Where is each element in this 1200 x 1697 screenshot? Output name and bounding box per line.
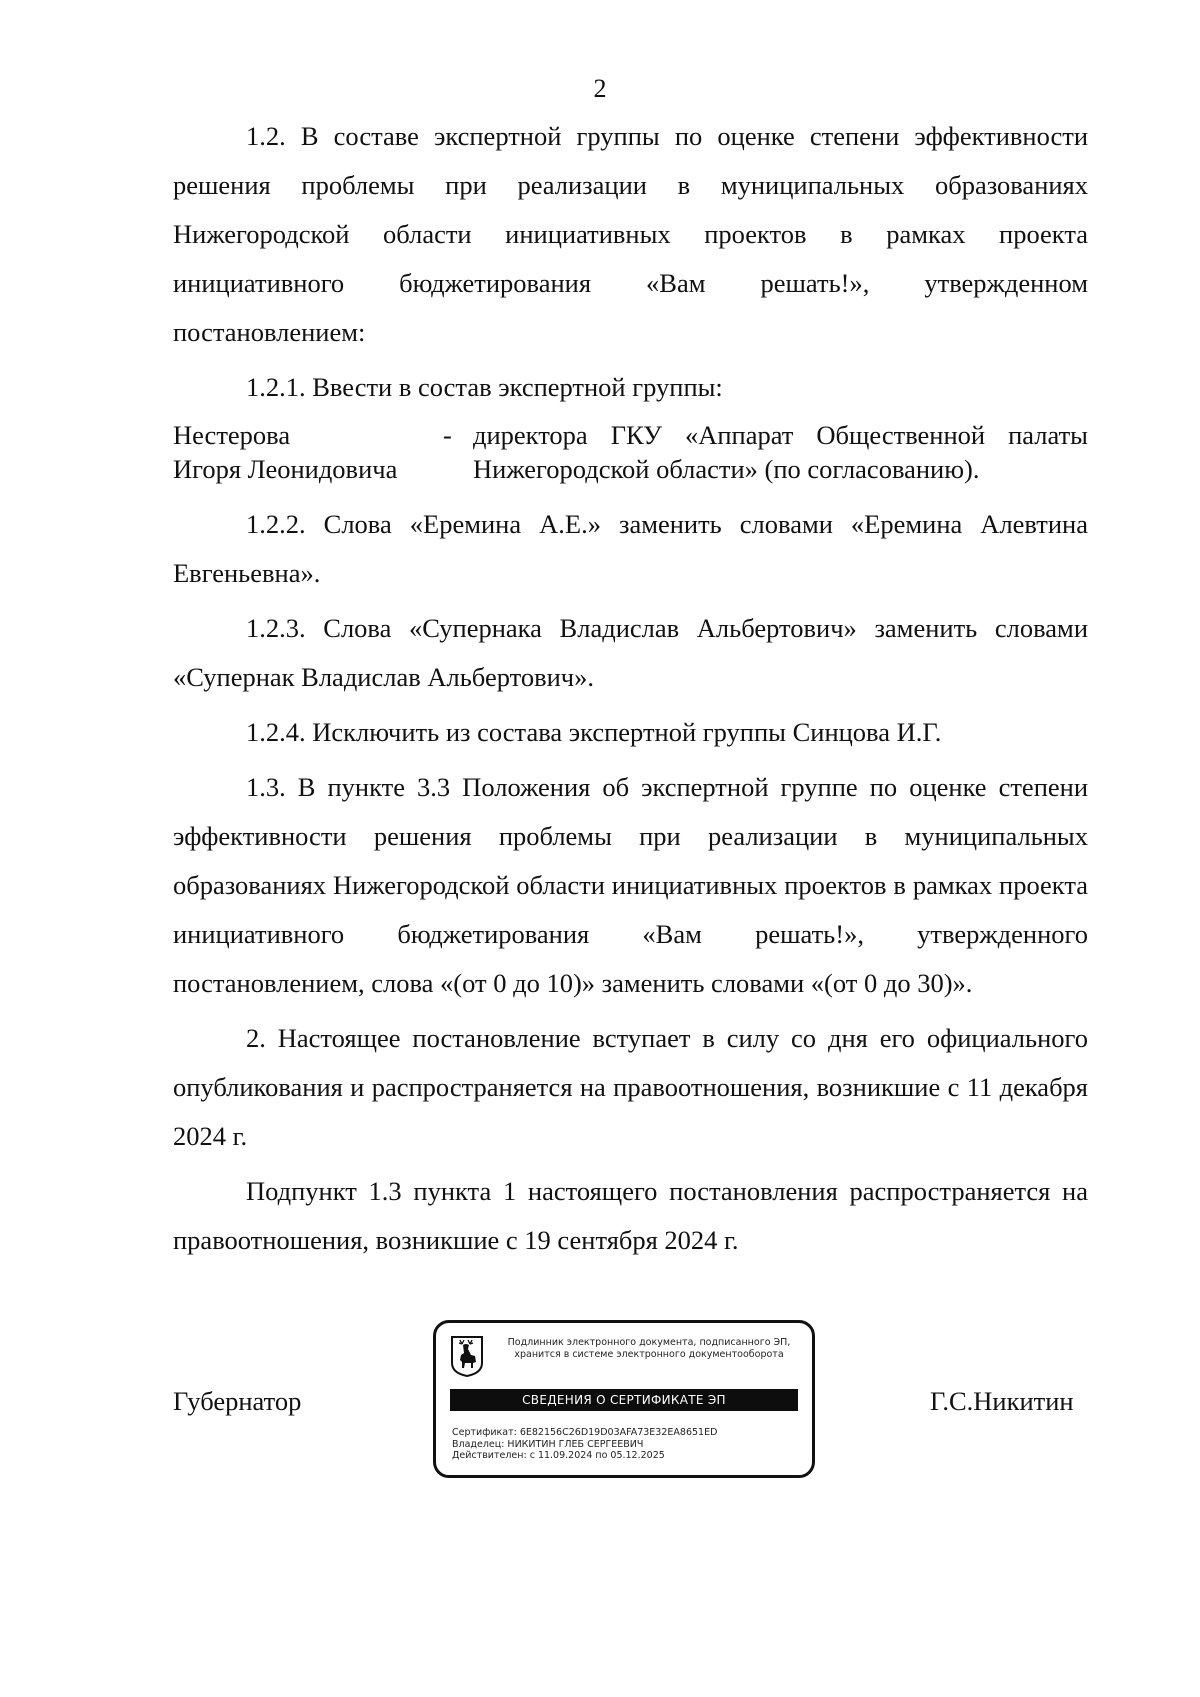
member-name (173, 418, 443, 486)
certificate-validity: Действителен: с 11.09.2024 по 05.12.2025 (452, 1450, 665, 1461)
paragraph-1-2-2: 1.2.2. Слова «Еремина А.Е.» заменить словами «Еремина Алевтина Евгеньевна». (173, 509, 1088, 588)
certificate-serial: Сертификат: 6E82156C26D19D03AFA73E32EA8651ED (452, 1427, 718, 1438)
deer-emblem-icon (450, 1335, 484, 1377)
stamp-header (490, 1337, 808, 1361)
member-surname: Нестерова (173, 420, 291, 450)
member-dash: - (443, 420, 452, 450)
paragraph-2: 2. Настоящее постановление вступает в силу со дня его официального опубликования и распространяется на правоотношения, возникшие с 11 декабря 2024 г. (173, 1023, 1088, 1151)
page-number: 2 (593, 74, 607, 103)
signature-block (0, 1320, 1200, 1480)
stamp-header-line-2: хранится в системе электронного документооборота (514, 1349, 784, 1360)
certificate-details (452, 1427, 717, 1462)
expert-group-member (173, 418, 1088, 486)
electronic-signature-stamp (433, 1320, 815, 1478)
paragraph-1-2-4: 1.2.4. Исключить из состава экспертной группы Синцова И.Г. (246, 717, 942, 747)
paragraph-1-3: 1.3. В пункте 3.3 Положения об экспертной группе по оценке степени эффективности решения проблемы при реализации в муниципальных образованиях Нижегородской области инициативных проектов в рамках проекта инициативного бюджетирования «Вам решать!», утвержденного постановлением, слова «(от 0 до 10)» заменить словами «(от 0 до 30)». (173, 772, 1088, 998)
certificate-owner: Владелец: НИКИТИН ГЛЕБ СЕРГЕЕВИЧ (452, 1438, 644, 1450)
paragraph-subpoint-note: Подпункт 1.3 пункта 1 настоящего постановления распространяется на правоотношения, возникшие с 19 сентября 2024 г. (173, 1176, 1088, 1255)
stamp-header-line-1: Подлинник электронного документа, подписанного ЭП, (507, 1337, 791, 1348)
signatory-title: Губернатор (173, 1386, 302, 1416)
document-body (173, 112, 1088, 1271)
signatory-name: Г.С.Никитин (930, 1386, 1074, 1416)
member-given-names: Игоря Леонидовича (173, 454, 398, 484)
paragraph-1-2-1: 1.2.1. Ввести в состав экспертной группы: (246, 372, 723, 402)
certificate-info-bar: СВЕДЕНИЯ О СЕРТИФИКАТЕ ЭП (450, 1389, 798, 1411)
member-position: директора ГКУ «Аппарат Общественной палаты Нижегородской области» (по согласованию). (473, 420, 1088, 484)
paragraph-1-2-3: 1.2.3. Слова «Супернака Владислав Альбертович» заменить словами «Супернак Владислав Альбертович». (173, 613, 1088, 692)
paragraph-1-2: 1.2. В составе экспертной группы по оценке степени эффективности решения проблемы при реализации в муниципальных образованиях Нижегородской области инициативных проектов в рамках проекта инициативного бюджетирования «Вам решать!», утвержденном постановлением: (173, 121, 1088, 347)
